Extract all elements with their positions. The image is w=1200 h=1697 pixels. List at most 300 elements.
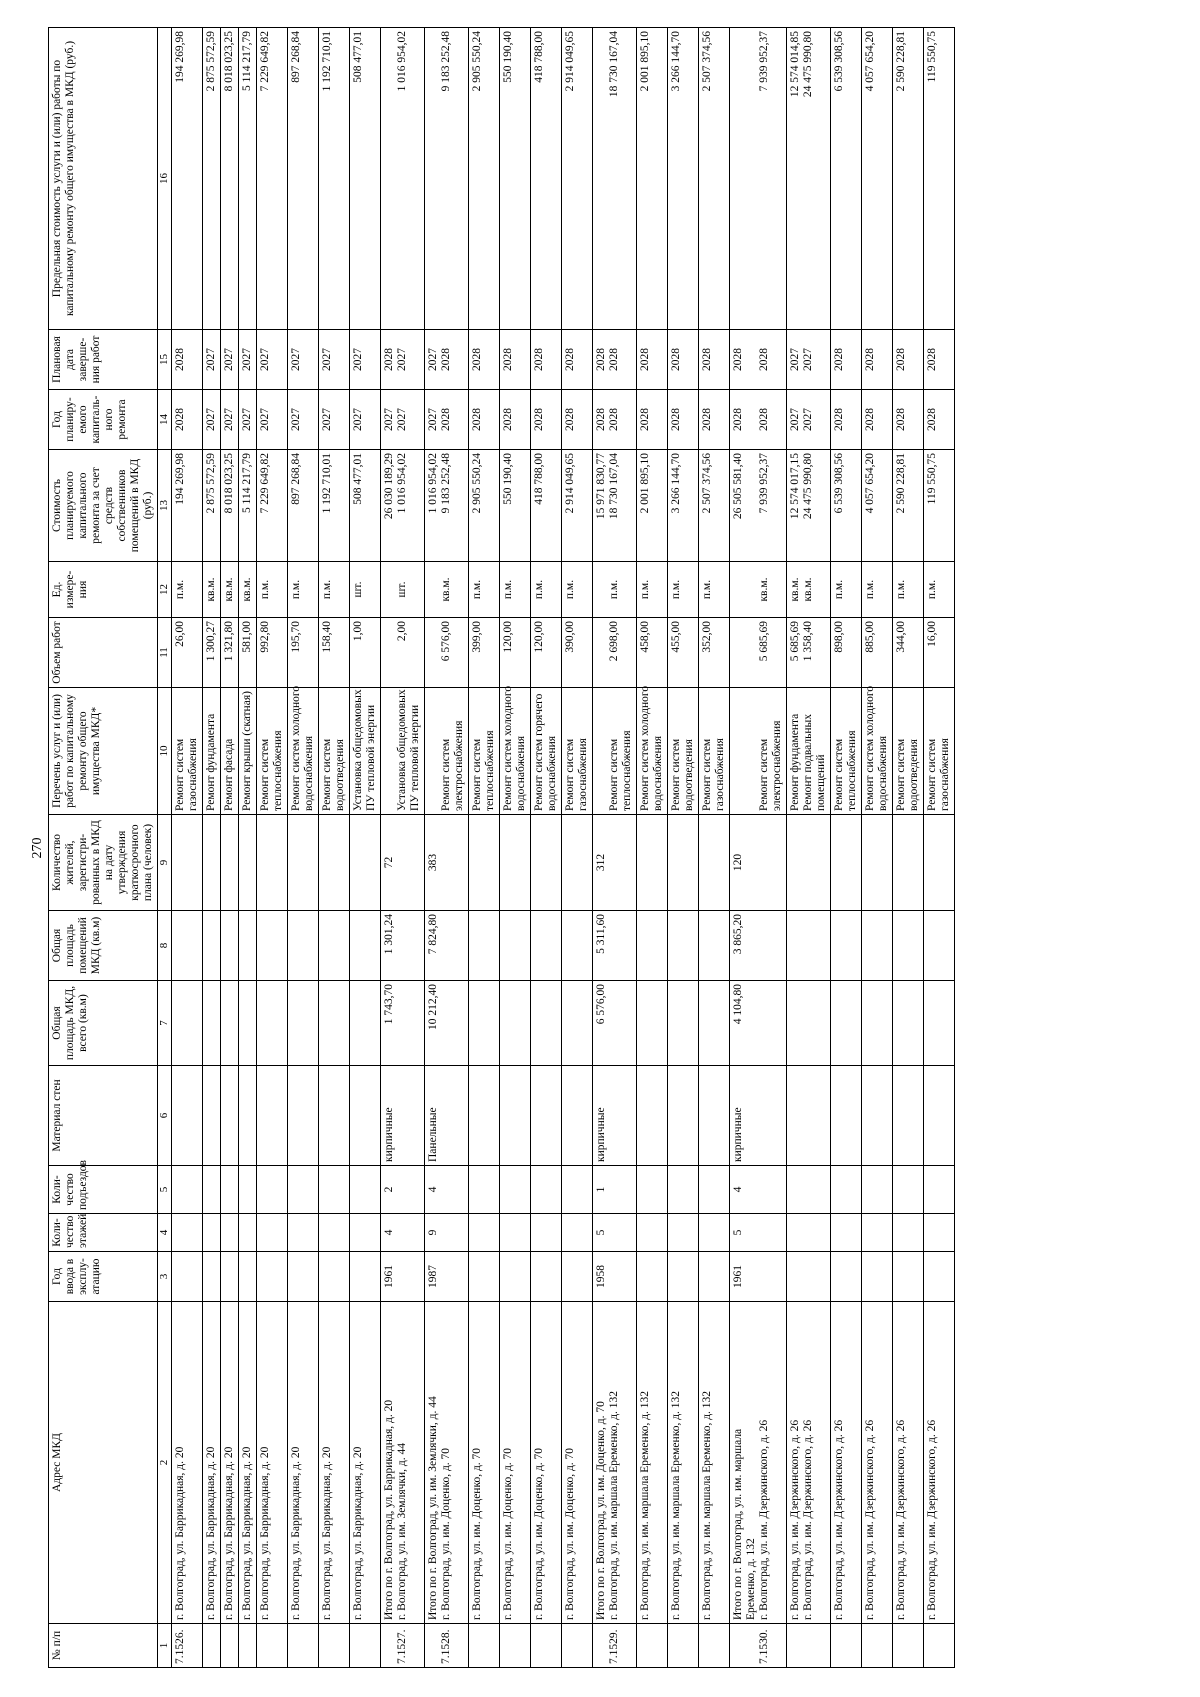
cell-work-list [668, 688, 699, 815]
cell-line: 2028 [926, 408, 938, 431]
header-cell: Адрес МКД [49, 1302, 158, 1624]
cell-total-area [288, 981, 319, 1066]
cell-address [172, 1302, 203, 1624]
cell-end-date [893, 330, 924, 390]
cell-line: 2028 [758, 408, 770, 431]
cell-floors [699, 1214, 730, 1252]
cell-line: п.м. [564, 579, 576, 600]
cell-wall-material [350, 1066, 381, 1166]
cell-wall-material [668, 1066, 699, 1166]
cell-line: г. Волгоград, ул. Баррикадная, д. 20 [241, 1446, 253, 1620]
header-cell: Год ввода в эксплу-атацию [49, 1252, 158, 1302]
cell-end-date [221, 330, 239, 390]
column-number: 9 [158, 815, 172, 911]
cell-residents [500, 815, 531, 911]
cell-line: 120 [732, 853, 744, 872]
cell-limit-cost [893, 28, 924, 330]
cell-cost [239, 450, 257, 562]
cell-line: 6 576,00 [595, 984, 607, 1025]
cell-line: 885,00 [864, 621, 876, 653]
cell-entrances [668, 1166, 699, 1214]
cell-line: 5 [732, 1229, 744, 1236]
cell-work-list [699, 688, 730, 815]
cell-floors [893, 1214, 924, 1252]
cell-premises-area [730, 911, 787, 981]
cell-number [593, 1624, 637, 1668]
cell-line: 8 018 023,25 [223, 31, 235, 92]
cell-floors [239, 1214, 257, 1252]
cell-end-date [637, 330, 668, 390]
cell-wall-material [924, 1066, 955, 1166]
cell-total-area [203, 981, 221, 1066]
cell-line [732, 565, 745, 614]
header-cell: Общая площадь помещений МКД (кв.м) [49, 911, 158, 981]
cell-line: 2028 [670, 348, 682, 371]
cell-unit [831, 562, 862, 618]
cell-total-area [924, 981, 955, 1066]
cell-residents [531, 815, 562, 911]
cell-line: Ремонт систем холодного [502, 685, 514, 811]
cell-residents [239, 815, 257, 911]
cell-work-list [730, 688, 787, 815]
cell-unit [288, 562, 319, 618]
cell-unit [730, 562, 787, 618]
cell-line: 5 685,69 [758, 621, 770, 662]
cell-line [383, 1627, 396, 1664]
cell-line: Ремонт систем холодного [639, 685, 651, 811]
cell-line: 2 507 374,56 [701, 453, 713, 514]
cell-line: г. Волгоград, ул. им. маршала Еременко, д. 132 [670, 1390, 682, 1620]
cell-premises-area [893, 911, 924, 981]
cell-unit [239, 562, 257, 618]
cell-premises-area [699, 911, 730, 981]
cell-line: 2028 [833, 348, 845, 371]
cell-line: 6 539 308,56 [833, 31, 845, 92]
cell-volume [787, 618, 831, 688]
cell-line: 2028 [595, 408, 607, 431]
cell-address [637, 1302, 668, 1624]
cell-residents [831, 815, 862, 911]
column-number: 8 [158, 911, 172, 981]
cell-line: 2028 [383, 348, 395, 371]
cell-volume [862, 618, 893, 688]
cell-wall-material [562, 1066, 593, 1166]
cell-year [257, 1252, 288, 1302]
cell-wall-material [257, 1066, 288, 1166]
cell-line: 2028 [502, 348, 514, 371]
cell-cost [288, 450, 319, 562]
cell-cost [593, 450, 637, 562]
cell-number [699, 1624, 730, 1668]
cell-cost [893, 450, 924, 562]
cell-cost [637, 450, 668, 562]
cell-number [239, 1624, 257, 1668]
cell-year [831, 1252, 862, 1302]
cell-limit-cost [593, 28, 637, 330]
cell-line: 2 [383, 1186, 395, 1193]
cell-line: теплоснабжения [621, 730, 633, 811]
cell-work-list [221, 688, 239, 815]
cell-volume [562, 618, 593, 688]
cell-line: 15 971 830,77 [595, 453, 607, 520]
cell-line: 2028 [670, 408, 682, 431]
cell-line: 2 905 550,24 [471, 31, 483, 92]
cell-line: 158,40 [321, 621, 333, 653]
column-number: 5 [158, 1166, 172, 1214]
cell-line: 2028 [732, 348, 744, 371]
cell-limit-cost [831, 28, 862, 330]
cell-work-list [239, 688, 257, 815]
cell-year [203, 1252, 221, 1302]
cell-limit-cost [239, 28, 257, 330]
cell-line: 1 300,27 [205, 621, 217, 662]
cell-line: 4 [383, 1229, 395, 1236]
cell-line: 581,00 [241, 621, 253, 653]
cell-residents [203, 815, 221, 911]
cell-entrances [787, 1166, 831, 1214]
cell-unit [203, 562, 221, 618]
cell-number [730, 1624, 787, 1668]
cell-line: 312 [595, 853, 607, 872]
cell-line [383, 621, 396, 684]
cell-total-area [221, 981, 239, 1066]
cell-line: г. Волгоград, ул. им. Дзержинского, д. 26 [895, 1419, 907, 1620]
table-row [172, 28, 203, 1668]
cell-cost [831, 450, 862, 562]
cell-number [203, 1624, 221, 1668]
cell-line [745, 565, 758, 614]
cell-line: п.м. [259, 579, 271, 600]
cell-line: 7.1526. [174, 1629, 186, 1664]
cell-cost [562, 450, 593, 562]
cell-total-area [787, 981, 831, 1066]
cell-entrances [862, 1166, 893, 1214]
cell-line: п.м. [533, 579, 545, 600]
cell-line: 26,00 [174, 621, 186, 647]
cell-limit-cost [319, 28, 350, 330]
cell-line: 2028 [639, 408, 651, 431]
cell-total-area [668, 981, 699, 1066]
cell-premises-area [172, 911, 203, 981]
cell-line: 897 268,84 [290, 453, 302, 505]
cell-residents [787, 815, 831, 911]
cell-line: 2027 [205, 408, 217, 431]
table-row [425, 28, 469, 1668]
cell-line [745, 393, 758, 446]
cell-line: 2 507 374,56 [701, 31, 713, 92]
cell-limit-cost [531, 28, 562, 330]
cell-work-list [924, 688, 955, 815]
cell-line: 5 685,69 [789, 621, 801, 662]
cell-floors [288, 1214, 319, 1252]
cell-line: водоснабжения [515, 735, 527, 811]
cell-number [172, 1624, 203, 1668]
table-row [257, 28, 288, 1668]
cell-residents [319, 815, 350, 911]
cell-work-list [637, 685, 668, 815]
cell-line: 2028 [471, 348, 483, 371]
cell-line: 4 [732, 1186, 744, 1193]
cell-line: Ремонт систем [926, 738, 938, 811]
cell-line: 5 114 217,79 [241, 31, 253, 91]
cell-line [427, 1627, 440, 1664]
cell-total-area [862, 981, 893, 1066]
cell-address [257, 1302, 288, 1624]
cell-wall-material [531, 1066, 562, 1166]
cell-limit-cost [668, 28, 699, 330]
table-row [787, 28, 831, 1668]
cell-total-area [637, 981, 668, 1066]
cell-line [745, 1627, 758, 1664]
cell-line: 2027 [352, 348, 364, 371]
cell-line: водоснабжения [546, 735, 558, 811]
table-row [593, 28, 637, 1668]
cell-repair-year [257, 390, 288, 450]
cell-unit [593, 562, 637, 618]
cell-line: 2 875 572,59 [205, 453, 217, 514]
cell-end-date [562, 330, 593, 390]
cell-line: теплоснабжения [272, 730, 284, 811]
cell-volume [730, 618, 787, 688]
cell-entrances [257, 1166, 288, 1214]
cell-limit-cost [924, 28, 955, 330]
cell-line: 120,00 [502, 621, 514, 653]
cell-total-area [831, 981, 862, 1066]
cell-number [319, 1624, 350, 1668]
cell-line: п.м. [174, 579, 186, 600]
cell-limit-cost [730, 28, 787, 330]
cell-wall-material [319, 1066, 350, 1166]
cell-line: 2028 [701, 408, 713, 431]
cell-line: электроснабжения [771, 720, 783, 811]
cell-floors [203, 1214, 221, 1252]
cell-line: 18 730 167,04 [608, 453, 620, 520]
column-number: 2 [158, 1302, 172, 1624]
cell-line: Ремонт систем холодного [290, 685, 302, 811]
cell-line: Ремонт крыши (скатная) [241, 691, 253, 811]
cell-entrances [831, 1166, 862, 1214]
cell-volume [288, 618, 319, 688]
cell-line: п.м. [833, 579, 845, 600]
cell-total-area [730, 981, 787, 1066]
cell-line: 4 [427, 1186, 439, 1193]
cell-wall-material [172, 1066, 203, 1166]
cell-address [239, 1302, 257, 1624]
cell-line: 2028 [895, 348, 907, 371]
cell-total-area [381, 981, 425, 1066]
column-number: 14 [158, 390, 172, 450]
cell-line: 1961 [383, 1265, 395, 1288]
cell-limit-cost [221, 28, 239, 330]
cell-unit [425, 562, 469, 618]
cell-floors [381, 1214, 425, 1252]
cell-total-area [562, 981, 593, 1066]
cell-total-area [172, 981, 203, 1066]
cell-address [350, 1302, 381, 1624]
cell-residents [699, 815, 730, 911]
cell-address [831, 1302, 862, 1624]
cell-line: п.м. [290, 579, 302, 600]
cell-premises-area [381, 911, 425, 981]
cell-residents [924, 815, 955, 911]
cell-unit [924, 562, 955, 618]
cell-line: г. Волгоград, ул. Баррикадная, д. 20 [205, 1446, 217, 1620]
cell-residents [862, 815, 893, 911]
table-row [831, 28, 862, 1668]
cell-line: 455,00 [670, 621, 682, 653]
cell-premises-area [593, 911, 637, 981]
cell-entrances [425, 1166, 469, 1214]
cell-premises-area [203, 911, 221, 981]
cell-entrances [350, 1166, 381, 1214]
cell-line: 1 016 954,02 [396, 453, 408, 514]
cell-unit [562, 562, 593, 618]
cell-entrances [924, 1166, 955, 1214]
cell-line: Ремонт систем [670, 738, 682, 811]
cell-end-date [239, 330, 257, 390]
cell-premises-area [787, 911, 831, 981]
cell-repair-year [668, 390, 699, 450]
cell-line: г. Волгоград, ул. им. Дзержинского, д. 26 [789, 1419, 801, 1620]
cell-line: 6 539 308,56 [833, 453, 845, 514]
cell-line: кирпичные [595, 1107, 607, 1162]
cell-volume [924, 618, 955, 688]
cell-line: п.м. [926, 579, 938, 600]
cell-line: г. Волгоград, ул. им. Дзержинского, д. 26 [802, 1419, 814, 1620]
capital-repair-table [48, 27, 955, 1668]
cell-line: г. Волгоград, ул. им. Доценко, д. 70 [533, 1447, 545, 1620]
cell-line: Панельные [427, 1107, 439, 1162]
cell-premises-area [831, 911, 862, 981]
cell-number [562, 1624, 593, 1668]
cell-line: п.м. [321, 579, 333, 600]
rotated-document-page [30, 28, 1170, 1668]
cell-line: г. Волгоград, ул. им. Землячки, д. 44 [396, 1443, 408, 1620]
cell-line: Ремонт систем [471, 738, 483, 811]
cell-number [668, 1624, 699, 1668]
cell-total-area [500, 981, 531, 1066]
cell-work-list [425, 688, 469, 815]
cell-line: теплоснабжения [484, 730, 496, 811]
cell-volume [203, 618, 221, 688]
cell-floors [500, 1214, 531, 1252]
cell-line: 2027 [383, 408, 395, 431]
cell-wall-material [787, 1066, 831, 1166]
cell-residents [221, 815, 239, 911]
cell-line: г. Волгоград, ул. им. Доценко, д. 70 [564, 1447, 576, 1620]
cell-premises-area [562, 911, 593, 981]
cell-line: 119 550,75 [926, 453, 938, 505]
cell-number [425, 1624, 469, 1668]
cell-line: 2028 [926, 348, 938, 371]
cell-line: 383 [427, 853, 439, 872]
cell-year [381, 1252, 425, 1302]
cell-line: г. Волгоград, ул. Баррикадная, д. 20 [290, 1446, 302, 1620]
cell-line: Установка общедомовых [352, 689, 364, 811]
cell-repair-year [637, 390, 668, 450]
cell-repair-year [381, 390, 425, 450]
cell-entrances [637, 1166, 668, 1214]
cell-wall-material [425, 1066, 469, 1166]
cell-limit-cost [637, 28, 668, 330]
cell-line: 418 788,00 [533, 31, 545, 83]
cell-line: п.м. [608, 579, 620, 600]
cell-total-area [425, 981, 469, 1066]
cell-address [531, 1302, 562, 1624]
cell-repair-year [593, 390, 637, 450]
cell-entrances [893, 1166, 924, 1214]
cell-residents [257, 815, 288, 911]
cell-premises-area [350, 911, 381, 981]
cell-line: газоснабжения [714, 738, 726, 811]
cell-unit [500, 562, 531, 618]
cell-address [381, 1302, 425, 1624]
cell-line: кв.м. [241, 577, 253, 602]
cell-line: шт. [352, 581, 364, 598]
cell-repair-year [203, 390, 221, 450]
cell-residents [172, 815, 203, 911]
cell-line: 24 475 990,80 [802, 453, 814, 520]
cell-total-area [531, 981, 562, 1066]
cell-floors [668, 1214, 699, 1252]
cell-line: г. Волгоград, ул. им. Дзержинского, д. 26 [926, 1419, 938, 1620]
cell-line [427, 691, 440, 811]
cell-line: 2028 [864, 348, 876, 371]
cell-number [531, 1624, 562, 1668]
cell-premises-area [288, 911, 319, 981]
cell-address [425, 1302, 469, 1624]
cell-volume [637, 618, 668, 688]
cell-address [469, 1302, 500, 1624]
cell-number [831, 1624, 862, 1668]
cell-repair-year [425, 390, 469, 450]
header-cell: Предельная стоимость услуги и (или) работы по капитальному ремонту общего имущества в МКД (руб.) [49, 28, 158, 330]
cell-wall-material [500, 1066, 531, 1166]
cell-number [862, 1624, 893, 1668]
cell-limit-cost [787, 28, 831, 330]
cell-line: 1 016 954,02 [396, 31, 408, 92]
cell-year [350, 1252, 381, 1302]
cell-line [745, 31, 758, 326]
cell-address [862, 1302, 893, 1624]
cell-unit [699, 562, 730, 618]
cell-line: Установка общедомовых [396, 689, 408, 811]
column-number: 10 [158, 688, 172, 815]
table-row [862, 28, 893, 1668]
cell-residents [350, 815, 381, 911]
cell-line: г. Волгоград, ул. им. Дзержинского, д. 26 [758, 1419, 770, 1620]
column-number: 7 [158, 981, 172, 1066]
table-row [239, 28, 257, 1668]
column-number: 15 [158, 330, 172, 390]
cell-floors [257, 1214, 288, 1252]
cell-line: 2028 [440, 408, 452, 431]
cell-line: Итого по г. Волгоград, ул. им. Землячки, д. 44 [427, 1396, 439, 1620]
cell-repair-year [239, 390, 257, 450]
cell-line: водоотведения [908, 739, 920, 811]
cell-unit [531, 562, 562, 618]
cell-line [595, 1627, 608, 1664]
cell-wall-material [699, 1066, 730, 1166]
cell-line: 2027 [352, 408, 364, 431]
cell-line [595, 565, 608, 614]
cell-line: электроснабжения [453, 720, 465, 811]
cell-unit [893, 562, 924, 618]
cell-cost [531, 450, 562, 562]
cell-premises-area [319, 911, 350, 981]
cell-line: 1 192 710,01 [321, 453, 333, 514]
cell-line: 2028 [895, 408, 907, 431]
